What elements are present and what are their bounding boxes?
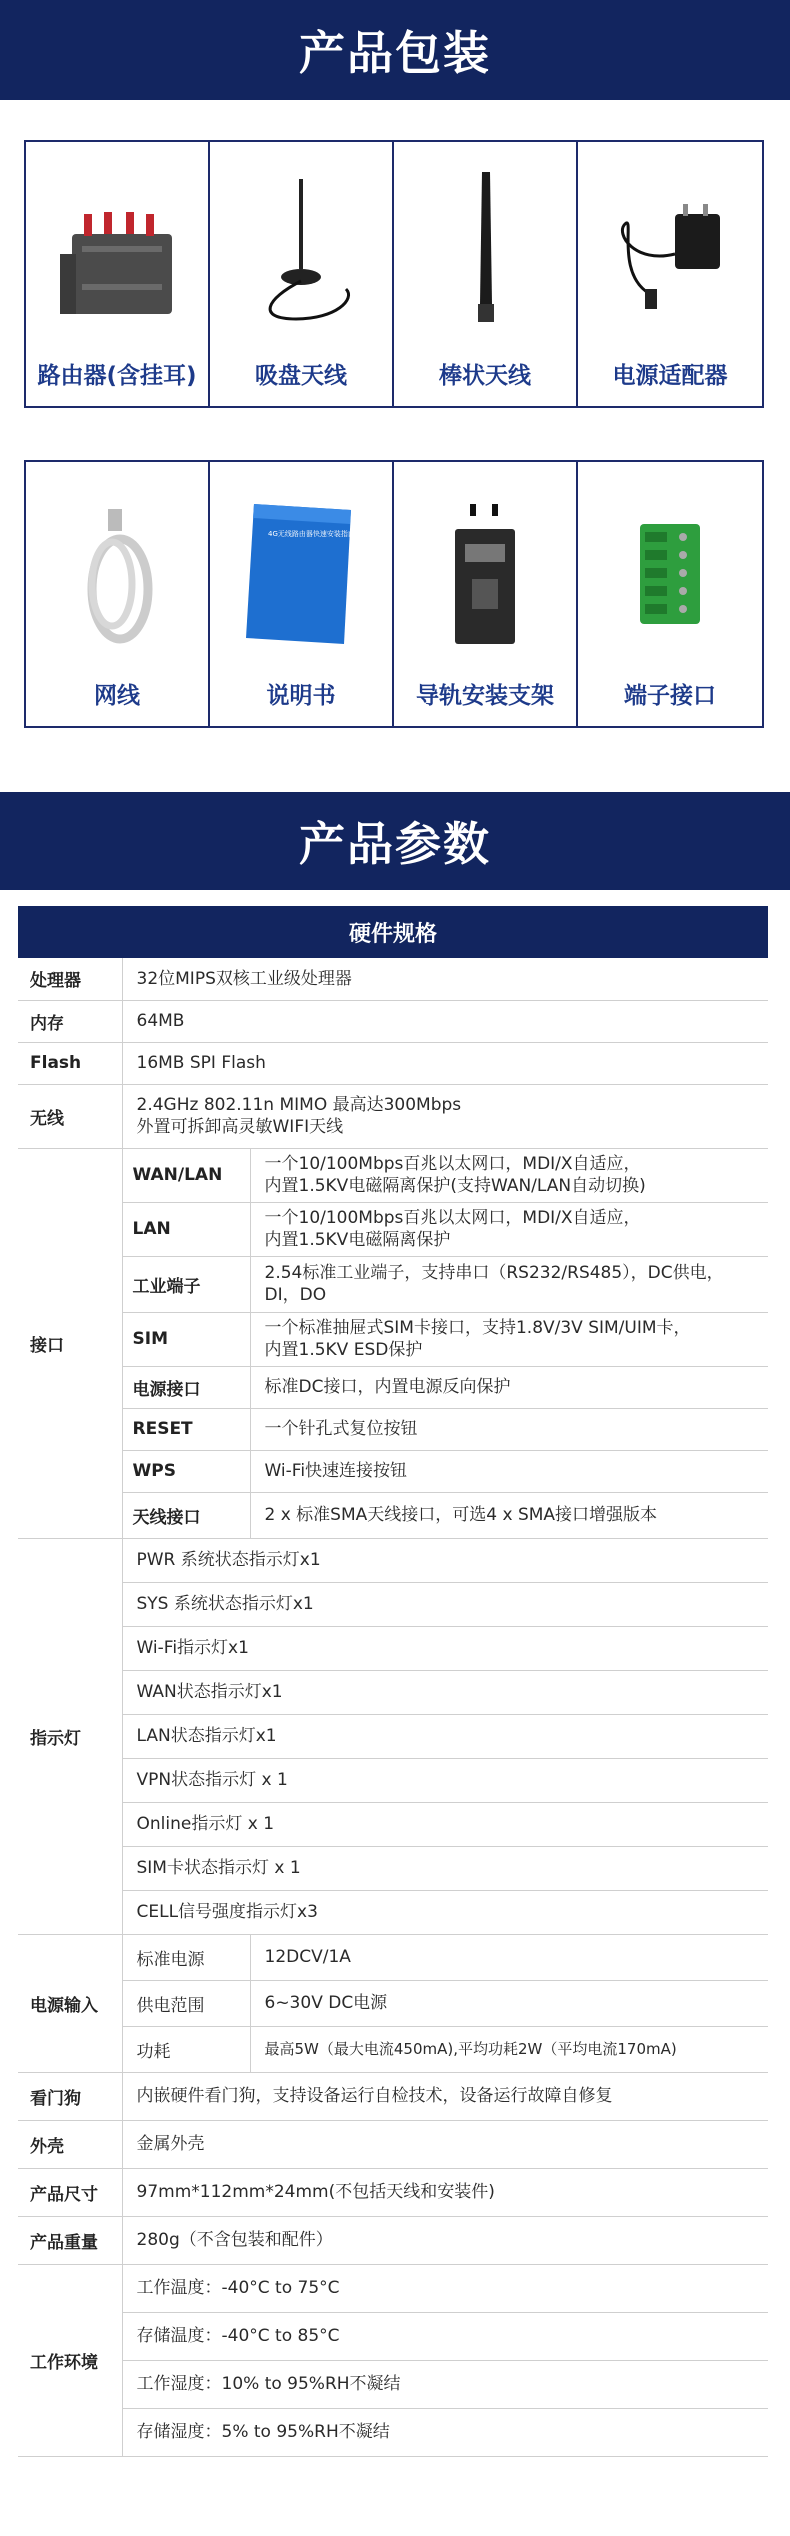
table-row: [18, 2264, 768, 2312]
power-key: 标准电源: [122, 1934, 250, 1980]
spec-value-memory: 64MB: [122, 1000, 768, 1042]
indicator-item: LAN状态指示灯x1: [122, 1714, 768, 1758]
spec-label-case: 外壳: [18, 2120, 122, 2168]
pack-label: 电源适配器: [612, 362, 728, 389]
pack-label: 说明书: [266, 682, 336, 709]
pack-item-terminal-block: [578, 462, 762, 726]
indicator-item: SYS 系统状态指示灯x1: [122, 1582, 768, 1626]
spec-value-wan: [250, 1148, 768, 1202]
wireless-line-1: 2.4GHz 802.11n MIMO 最高达300Mbps: [136, 1095, 462, 1115]
network-cable-icon: [42, 489, 192, 649]
pack-item-suction-antenna: [210, 142, 394, 406]
terminal-line-1: 2.54标准工业端子，支持串口（RS232/RS485），DC供电，: [264, 1263, 724, 1283]
spec-label-cpu: 处理器: [18, 958, 122, 1000]
params-banner: [0, 792, 790, 890]
table-row: [18, 1626, 768, 1670]
spec-value-flash: 16MB SPI Flash: [122, 1042, 768, 1084]
spec-value-wireless: [122, 1084, 768, 1148]
packaging-title: 产品包装: [299, 26, 491, 80]
table-row: [18, 1202, 768, 1256]
lan-line-2: 内置1.5KV电磁隔离保护: [264, 1230, 451, 1250]
table-row: [18, 1256, 768, 1312]
power-value: 12DCV/1A: [250, 1934, 768, 1980]
pack-item-power-adapter: [578, 142, 762, 406]
spec-label-flash: Flash: [18, 1042, 122, 1084]
spec-value-watchdog: 内嵌硬件看门狗，支持设备运行自检技术，设备运行故障自修复: [122, 2072, 768, 2120]
wan-line-2: 内置1.5KV电磁隔离保护(支持WAN/LAN自动切换): [264, 1176, 646, 1196]
pack-item-rod-antenna: [394, 142, 578, 406]
pack-label: 棒状天线: [439, 362, 531, 389]
power-value: 最高5W（最大电流450mA),平均功耗2W（平均电流170mA): [250, 2026, 768, 2072]
manual-cover-text: 4G无线路由器快速安装指南: [268, 530, 355, 538]
pack-item-rail-bracket: [394, 462, 578, 726]
spec-value-power-port: 标准DC接口，内置电源反向保护: [250, 1366, 768, 1408]
spec-label-watchdog: 看门狗: [18, 2072, 122, 2120]
pack-label: 端子接口: [624, 682, 716, 709]
env-item: 存储温度：-40°C to 85°C: [122, 2312, 768, 2360]
spec-table-title: 硬件规格: [18, 906, 768, 958]
spec-table: [18, 958, 768, 2457]
indicator-item: CELL信号强度指示灯x3: [122, 1890, 768, 1934]
table-row: [18, 958, 768, 1000]
spec-label-power-input: 电源输入: [18, 1934, 122, 2072]
table-row: [18, 2360, 768, 2408]
spec-label-memory: 内存: [18, 1000, 122, 1042]
spec-sub-power-port: 电源接口: [122, 1366, 250, 1408]
table-row: [18, 2216, 768, 2264]
pack-label: 导轨安装支架: [416, 682, 554, 709]
indicator-item: SIM卡状态指示灯 x 1: [122, 1846, 768, 1890]
table-row: [18, 1670, 768, 1714]
table-row: [18, 2408, 768, 2456]
spec-value-case: 金属外壳: [122, 2120, 768, 2168]
indicator-item: WAN状态指示灯x1: [122, 1670, 768, 1714]
packaging-banner: [0, 0, 790, 100]
terminal-block-icon: [595, 494, 745, 644]
table-row: [18, 2312, 768, 2360]
pack-item-manual: [210, 462, 394, 726]
spec-value-wps: Wi-Fi快速连接按钮: [250, 1450, 768, 1492]
spec-label-indicator: 指示灯: [18, 1538, 122, 1934]
spec-value-cpu: 32位MIPS双核工业级处理器: [122, 958, 768, 1000]
pack-item-router: [26, 142, 210, 406]
indicator-item: Wi-Fi指示灯x1: [122, 1626, 768, 1670]
spec-label-size: 产品尺寸: [18, 2168, 122, 2216]
packaging-row-1: [24, 140, 764, 408]
packaging-row-2: [24, 460, 764, 728]
pack-label: 路由器(含挂耳): [37, 362, 197, 389]
table-row: [18, 1148, 768, 1202]
power-key: 功耗: [122, 2026, 250, 2072]
spec-label-wireless: 无线: [18, 1084, 122, 1148]
power-key: 供电范围: [122, 1980, 250, 2026]
indicator-item: VPN状态指示灯 x 1: [122, 1758, 768, 1802]
table-row: [18, 1408, 768, 1450]
rod-antenna-icon: [410, 164, 560, 334]
table-row: [18, 1890, 768, 1934]
spec-value-weight: 280g（不含包装和配件）: [122, 2216, 768, 2264]
spec-value-reset: 一个针孔式复位按钮: [250, 1408, 768, 1450]
terminal-line-2: DI，DO: [264, 1285, 327, 1305]
env-item: 工作湿度：10% to 95%RH不凝结: [122, 2360, 768, 2408]
manual-icon: [226, 484, 376, 654]
spec-sub-wan: WAN/LAN: [122, 1148, 250, 1202]
spec-label-weight: 产品重量: [18, 2216, 122, 2264]
params-title: 产品参数: [299, 817, 491, 871]
lan-line-1: 一个10/100Mbps百兆以太网口，MDI/X自适应，: [264, 1208, 641, 1228]
spec-sub-antenna: 天线接口: [122, 1492, 250, 1538]
sim-line-1: 一个标准抽屉式SIM卡接口，支持1.8V/3V SIM/UIM卡，: [264, 1318, 691, 1338]
table-row: [18, 1000, 768, 1042]
spec-value-antenna: 2 x 标准SMA天线接口，可选4 x SMA接口增强版本: [250, 1492, 768, 1538]
pack-label: 网线: [94, 682, 140, 709]
table-row: [18, 1714, 768, 1758]
spec-value-size: 97mm*112mm*24mm(不包括天线和安装件): [122, 2168, 768, 2216]
spec-label-interface: 接口: [18, 1148, 122, 1538]
spec-sub-wps: WPS: [122, 1450, 250, 1492]
spec-value-sim: [250, 1312, 768, 1366]
spec-sub-lan: LAN: [122, 1202, 250, 1256]
pack-label: 吸盘天线: [255, 362, 347, 389]
router-icon: [42, 174, 192, 324]
spec-sub-reset: RESET: [122, 1408, 250, 1450]
power-value: 6~30V DC电源: [250, 1980, 768, 2026]
rail-bracket-icon: [410, 484, 560, 654]
suction-antenna-icon: [226, 169, 376, 329]
table-row: [18, 1492, 768, 1538]
wireless-line-2: 外置可拆卸高灵敏WIFI天线: [136, 1117, 344, 1137]
table-row: [18, 1538, 768, 1582]
indicator-item: Online指示灯 x 1: [122, 1802, 768, 1846]
pack-item-network-cable: [26, 462, 210, 726]
table-row: [18, 1934, 768, 1980]
table-row: [18, 2026, 768, 2072]
env-item: 工作温度：-40°C to 75°C: [122, 2264, 768, 2312]
spec-value-lan: [250, 1202, 768, 1256]
table-row: [18, 2168, 768, 2216]
power-adapter-icon: [595, 174, 745, 324]
table-row: [18, 1366, 768, 1408]
table-row: [18, 1042, 768, 1084]
table-row: [18, 1582, 768, 1626]
table-row: [18, 1980, 768, 2026]
table-row: [18, 1084, 768, 1148]
table-row: [18, 1450, 768, 1492]
spec-sub-terminal: 工业端子: [122, 1256, 250, 1312]
table-row: [18, 1312, 768, 1366]
table-row: [18, 2072, 768, 2120]
spec-label-env: 工作环境: [18, 2264, 122, 2456]
table-row: [18, 1802, 768, 1846]
indicator-item: PWR 系统状态指示灯x1: [122, 1538, 768, 1582]
wan-line-1: 一个10/100Mbps百兆以太网口，MDI/X自适应，: [264, 1154, 641, 1174]
env-item: 存储湿度：5% to 95%RH不凝结: [122, 2408, 768, 2456]
spec-sub-sim: SIM: [122, 1312, 250, 1366]
table-row: [18, 2120, 768, 2168]
sim-line-2: 内置1.5KV ESD保护: [264, 1340, 423, 1360]
table-row: [18, 1846, 768, 1890]
spec-value-terminal: [250, 1256, 768, 1312]
table-row: [18, 1758, 768, 1802]
